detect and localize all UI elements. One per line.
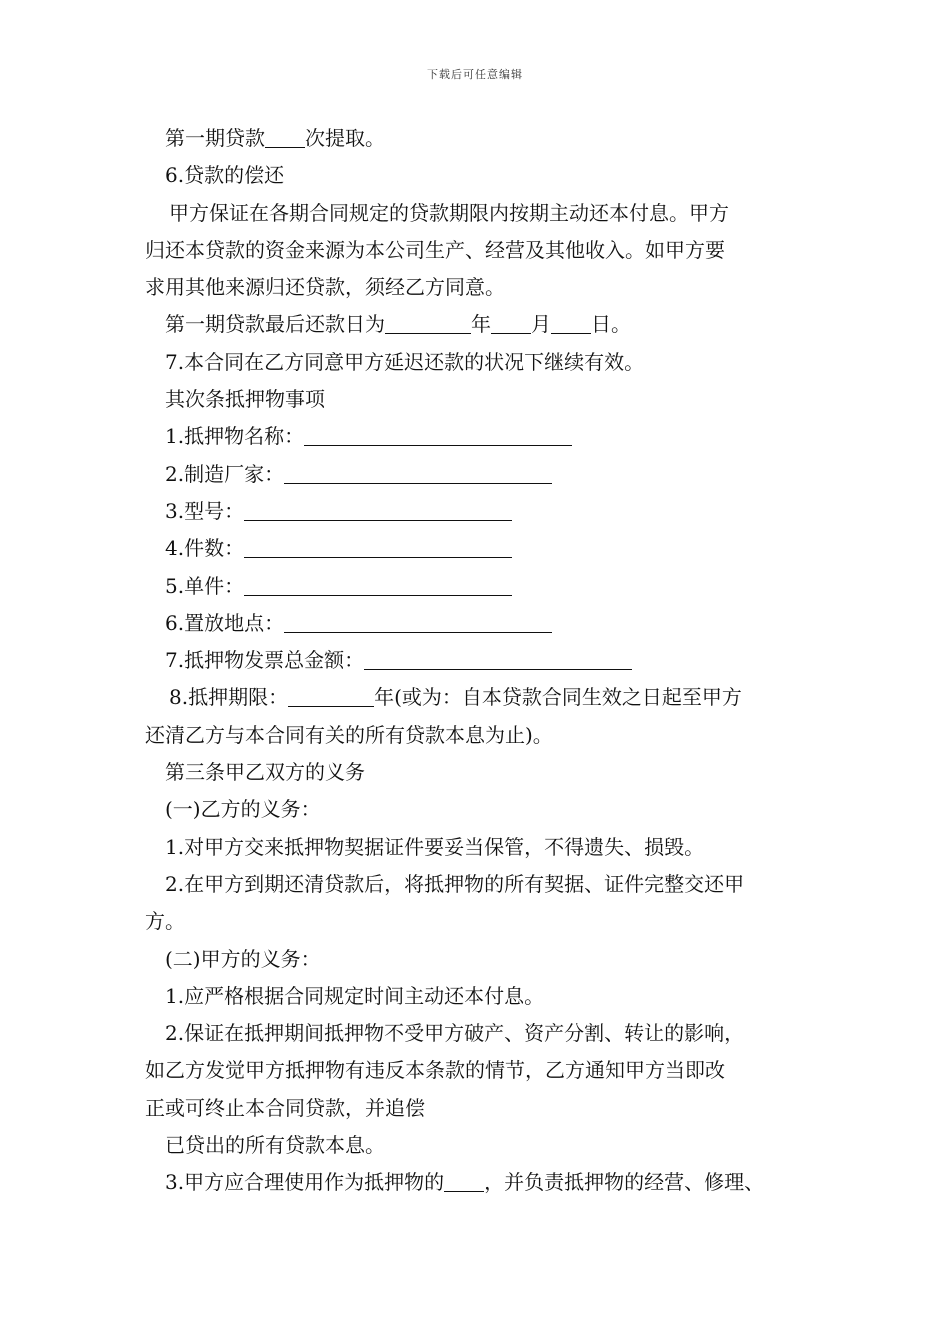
paragraph-line: 如乙方发觉甲方抵押物有违反本条款的情节，乙方通知甲方当即改 xyxy=(145,1058,725,1083)
fill-blank xyxy=(284,463,552,484)
paragraph-line: 3.甲方应合理使用作为抵押物的 ，并负责抵押物的经营、修理、 xyxy=(165,1170,765,1195)
section-heading: 6.贷款的偿还 xyxy=(165,163,285,188)
paragraph-line: 1.应严格根据合同规定时间主动还本付息。 xyxy=(165,983,545,1008)
form-line: 7.抵押物发票总金额： xyxy=(145,642,825,679)
fill-blank xyxy=(551,313,591,334)
fill-blank xyxy=(385,313,471,334)
fill-blank xyxy=(288,686,374,707)
form-line: 2.制造厂家： xyxy=(145,456,825,493)
paragraph-line: 2.保证在抵押期间抵押物不受甲方破产、资产分割、转让的影响， xyxy=(165,1021,745,1046)
subsection-heading: (二)甲方的义务： xyxy=(165,946,321,971)
form-line: 6.置放地点： xyxy=(145,605,825,642)
paragraph-line: 8.抵押期限： 年(或为：自本贷款合同生效之日起至甲方 xyxy=(169,685,742,710)
paragraph-line: 7.本合同在乙方同意甲方延迟还款的状况下继续有效。 xyxy=(165,349,645,374)
paragraph-line: 2.在甲方到期还清贷款后，将抵押物的所有契据、证件完整交还甲 xyxy=(165,871,745,896)
paragraph-line: 第一期贷款 次提取。 xyxy=(165,126,385,150)
page-header: 下载后可任意编辑 xyxy=(427,68,523,81)
fill-blank xyxy=(364,649,632,670)
paragraph-line: 已贷出的所有贷款本息。 xyxy=(165,1133,385,1158)
form-line: 4.件数： xyxy=(145,530,825,567)
paragraph-line: 求用其他来源归还贷款，须经乙方同意。 xyxy=(145,275,505,300)
paragraph-line: 正或可终止本合同贷款，并追偿 xyxy=(145,1095,425,1120)
form-line: 1.抵押物名称： xyxy=(145,418,825,455)
fill-blank xyxy=(244,575,512,596)
fill-blank xyxy=(244,500,512,521)
form-line: 3.型号： xyxy=(145,493,825,530)
paragraph-line: 归还本贷款的资金来源为本公司生产、经营及其他收入。如甲方要 xyxy=(145,237,725,262)
paragraph-line: 第一期贷款最后还款日为 年 月 日。 xyxy=(165,312,631,337)
section-heading: 第三条甲乙双方的义务 xyxy=(165,760,365,785)
paragraph-line: 方。 xyxy=(145,909,185,934)
paragraph-line: 还清乙方与本合同有关的所有贷款本息为止)。 xyxy=(145,722,553,747)
subsection-heading: (一)乙方的义务： xyxy=(165,797,321,822)
fill-blank xyxy=(444,1171,484,1192)
section-heading: 其次条抵押物事项 xyxy=(165,387,325,412)
fill-blank xyxy=(265,127,305,148)
form-line: 5.单件： xyxy=(145,568,825,605)
paragraph-line: 甲方保证在各期合同规定的贷款期限内按期主动还本付息。甲方 xyxy=(169,200,729,225)
fill-blank xyxy=(304,425,572,446)
fill-blank xyxy=(491,313,531,334)
paragraph-line: 1.对甲方交来抵押物契据证件要妥当保管，不得遗失、损毁。 xyxy=(165,834,705,859)
fill-blank xyxy=(284,612,552,633)
contract-body xyxy=(145,120,825,1202)
fill-blank xyxy=(244,537,512,558)
